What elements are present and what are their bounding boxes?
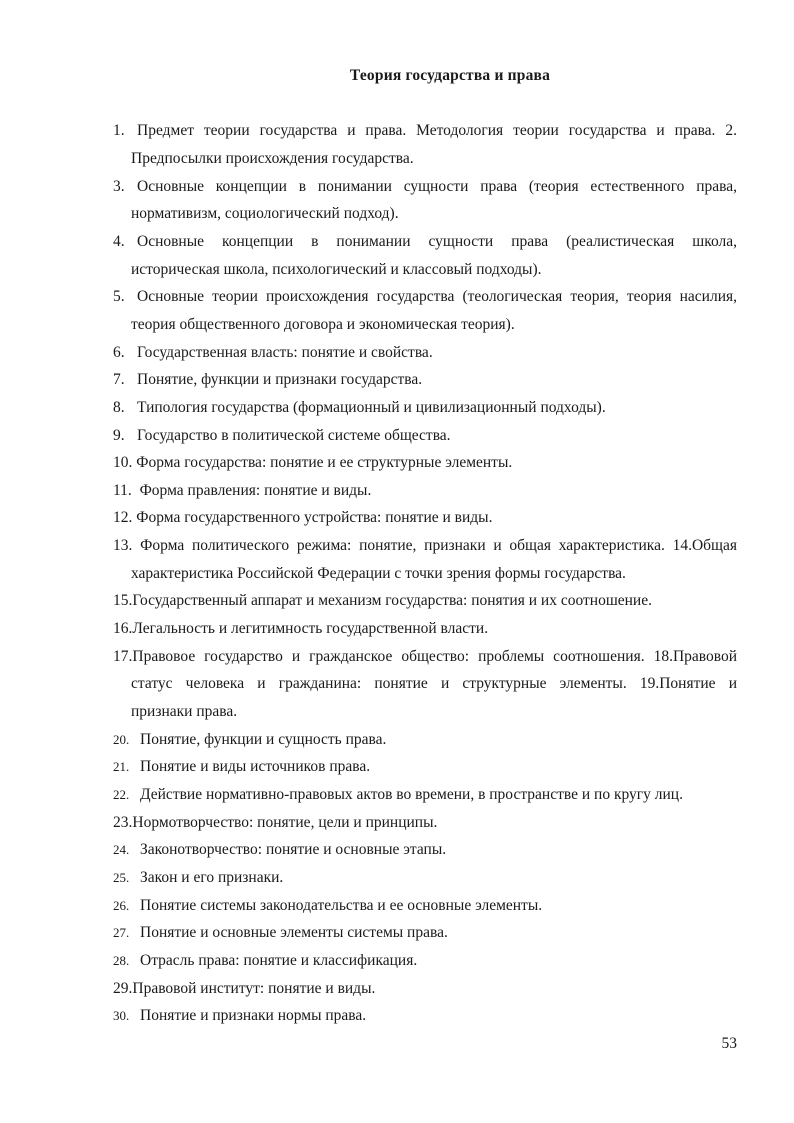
list-item-line: [113, 228, 737, 256]
list-item-line: [113, 311, 737, 339]
list-item-number: 25.: [113, 870, 133, 886]
list-item-number: 10.: [113, 454, 137, 472]
list-item-text: Государственный аппарат и механизм государства: понятия и их соотношение.: [132, 592, 652, 610]
list-item-text: Закон и его признаки.: [140, 869, 284, 887]
list-item-text: Предпосылки происхождения государства.: [131, 149, 414, 167]
list-item-line: [113, 643, 737, 671]
list-item-line: [113, 947, 737, 975]
list-item-number: 27.: [113, 925, 133, 941]
list-item-text: признаки права.: [131, 703, 238, 721]
list-item-line: [113, 200, 737, 228]
list-item-line: [113, 339, 737, 367]
list-item-text: Понятие системы законодательства и ее основные элементы.: [140, 896, 543, 914]
list-item-line: [113, 781, 737, 809]
list-item-number: 24.: [113, 842, 133, 858]
list-item-line: [113, 1002, 737, 1030]
list-item-line: [113, 283, 737, 311]
list-item-line: [113, 615, 737, 643]
list-item-text: статус человека и гражданина: понятие и структурные элементы. 19.Понятие и: [131, 675, 737, 693]
list-item-text: Основные концепции в понимании сущности права (реалистическая школа,: [137, 232, 737, 250]
list-item-text: Государство в политической системе общества.: [137, 426, 451, 444]
list-item-number: 1.: [113, 122, 129, 140]
list-item-line: [113, 394, 737, 422]
list-item-line: [113, 560, 737, 588]
list-item-line: [113, 726, 737, 754]
list-item-line: [113, 173, 737, 201]
list-item-text: Предмет теории государства и права. Методология теории государства и права. 2.: [137, 122, 737, 140]
list-item-text: Отрасль права: понятие и классификация.: [140, 951, 418, 969]
list-item-text: Понятие и основные элементы системы права.: [140, 924, 448, 942]
list-item-line: [113, 422, 737, 450]
list-item-text: характеристика Российской Федерации с точки зрения формы государства.: [131, 564, 626, 582]
list-item-number: 13.: [113, 537, 141, 555]
list-item-line: [113, 919, 737, 947]
list-item-line: [113, 698, 737, 726]
list-item-number: 23.: [113, 813, 133, 831]
list-item-text: Форма государства: понятие и ее структурные элементы.: [136, 454, 513, 472]
page-number: 53: [721, 1035, 737, 1052]
list-item-text: Понятие, функции и признаки государства.: [137, 371, 423, 389]
list-item-text: Понятие и признаки нормы права.: [140, 1007, 367, 1025]
list-item-text: Легальность и легитимность государственной власти.: [132, 620, 489, 638]
list-item-number: 9.: [113, 426, 129, 444]
title-spacer: [113, 90, 737, 118]
list-item-number: 20.: [113, 731, 133, 747]
list-item-number: 3.: [113, 177, 129, 195]
list-item-number: 22.: [113, 787, 133, 803]
list-item-line: [113, 449, 737, 477]
list-item-number: 12.: [113, 509, 137, 527]
list-item-text: Законотворчество: понятие и основные этапы.: [140, 841, 447, 859]
list-item-text: Государственная власть: понятие и свойства.: [137, 343, 433, 361]
list-item-text: Правовой институт: понятие и виды.: [132, 979, 376, 997]
list-item-text: Форма политического режима: понятие, признаки и общая характеристика. 14.Общая: [140, 537, 737, 555]
list-item-line: [113, 809, 737, 837]
list-item-text: Основные концепции в понимании сущности права (теория естественного права,: [137, 177, 737, 195]
list-item-text: Нормотворчество: понятие, цели и принципы.: [132, 813, 438, 831]
list-item-number: 21.: [113, 759, 133, 775]
list-item-number: 15.: [113, 592, 133, 610]
list-item-number: 29.: [113, 979, 133, 997]
list-item-number: 6.: [113, 343, 129, 361]
list-item-text: Форма государственного устройства: понятие и виды.: [136, 509, 493, 527]
list-item-number: 30.: [113, 1008, 133, 1024]
list-item-line: [113, 975, 737, 1003]
list-item-line: [113, 477, 737, 505]
list-item-number: 4.: [113, 232, 129, 250]
list-item-line: [113, 532, 737, 560]
list-item-text: теория общественного договора и экономическая теория).: [131, 315, 515, 333]
list-item-number: 8.: [113, 398, 129, 416]
list-item-number: 28.: [113, 952, 133, 968]
list-item-text: историческая школа, психологический и классовый подходы).: [131, 260, 542, 278]
list-item-line: [113, 366, 737, 394]
list-item-line: [113, 587, 737, 615]
list-item-text: Правовое государство и гражданское общество: проблемы соотношения. 18.Правовой: [132, 647, 737, 665]
list-item-line: [113, 117, 737, 145]
list-item-line: [113, 670, 737, 698]
list-item-number: 11.: [113, 481, 140, 499]
list-item-text: Типология государства (формационный и цивилизационный подходы).: [137, 398, 606, 416]
list-item-number: 16.: [113, 620, 133, 638]
list-item-number: 5.: [113, 288, 129, 306]
list-item-line: [113, 145, 737, 173]
list-item-line: [113, 892, 737, 920]
list-item-text: Действие нормативно-правовых актов во времени, в пространстве и по кругу лиц.: [140, 786, 683, 804]
list-item-text: Понятие и виды источников права.: [140, 758, 371, 776]
list-item-number: 26.: [113, 897, 133, 913]
list-item-line: [113, 256, 737, 284]
list-item-text: Основные теории происхождения государства (теологическая теория, теория насилия,: [137, 288, 737, 306]
topic-list: [113, 117, 737, 1030]
list-item-line: [113, 753, 737, 781]
list-item-line: [113, 504, 737, 532]
list-item-text: Понятие, функции и сущность права.: [140, 730, 387, 748]
page-title: Теория государства и права: [349, 67, 551, 84]
document-content: [113, 62, 737, 1030]
list-item-text: нормативизм, социологический подход).: [131, 205, 399, 223]
list-item-number: 7.: [113, 371, 129, 389]
list-item-text: Форма правления: понятие и виды.: [139, 481, 372, 499]
list-item-line: [113, 864, 737, 892]
list-item-number: 17.: [113, 647, 133, 665]
list-item-line: [113, 836, 737, 864]
